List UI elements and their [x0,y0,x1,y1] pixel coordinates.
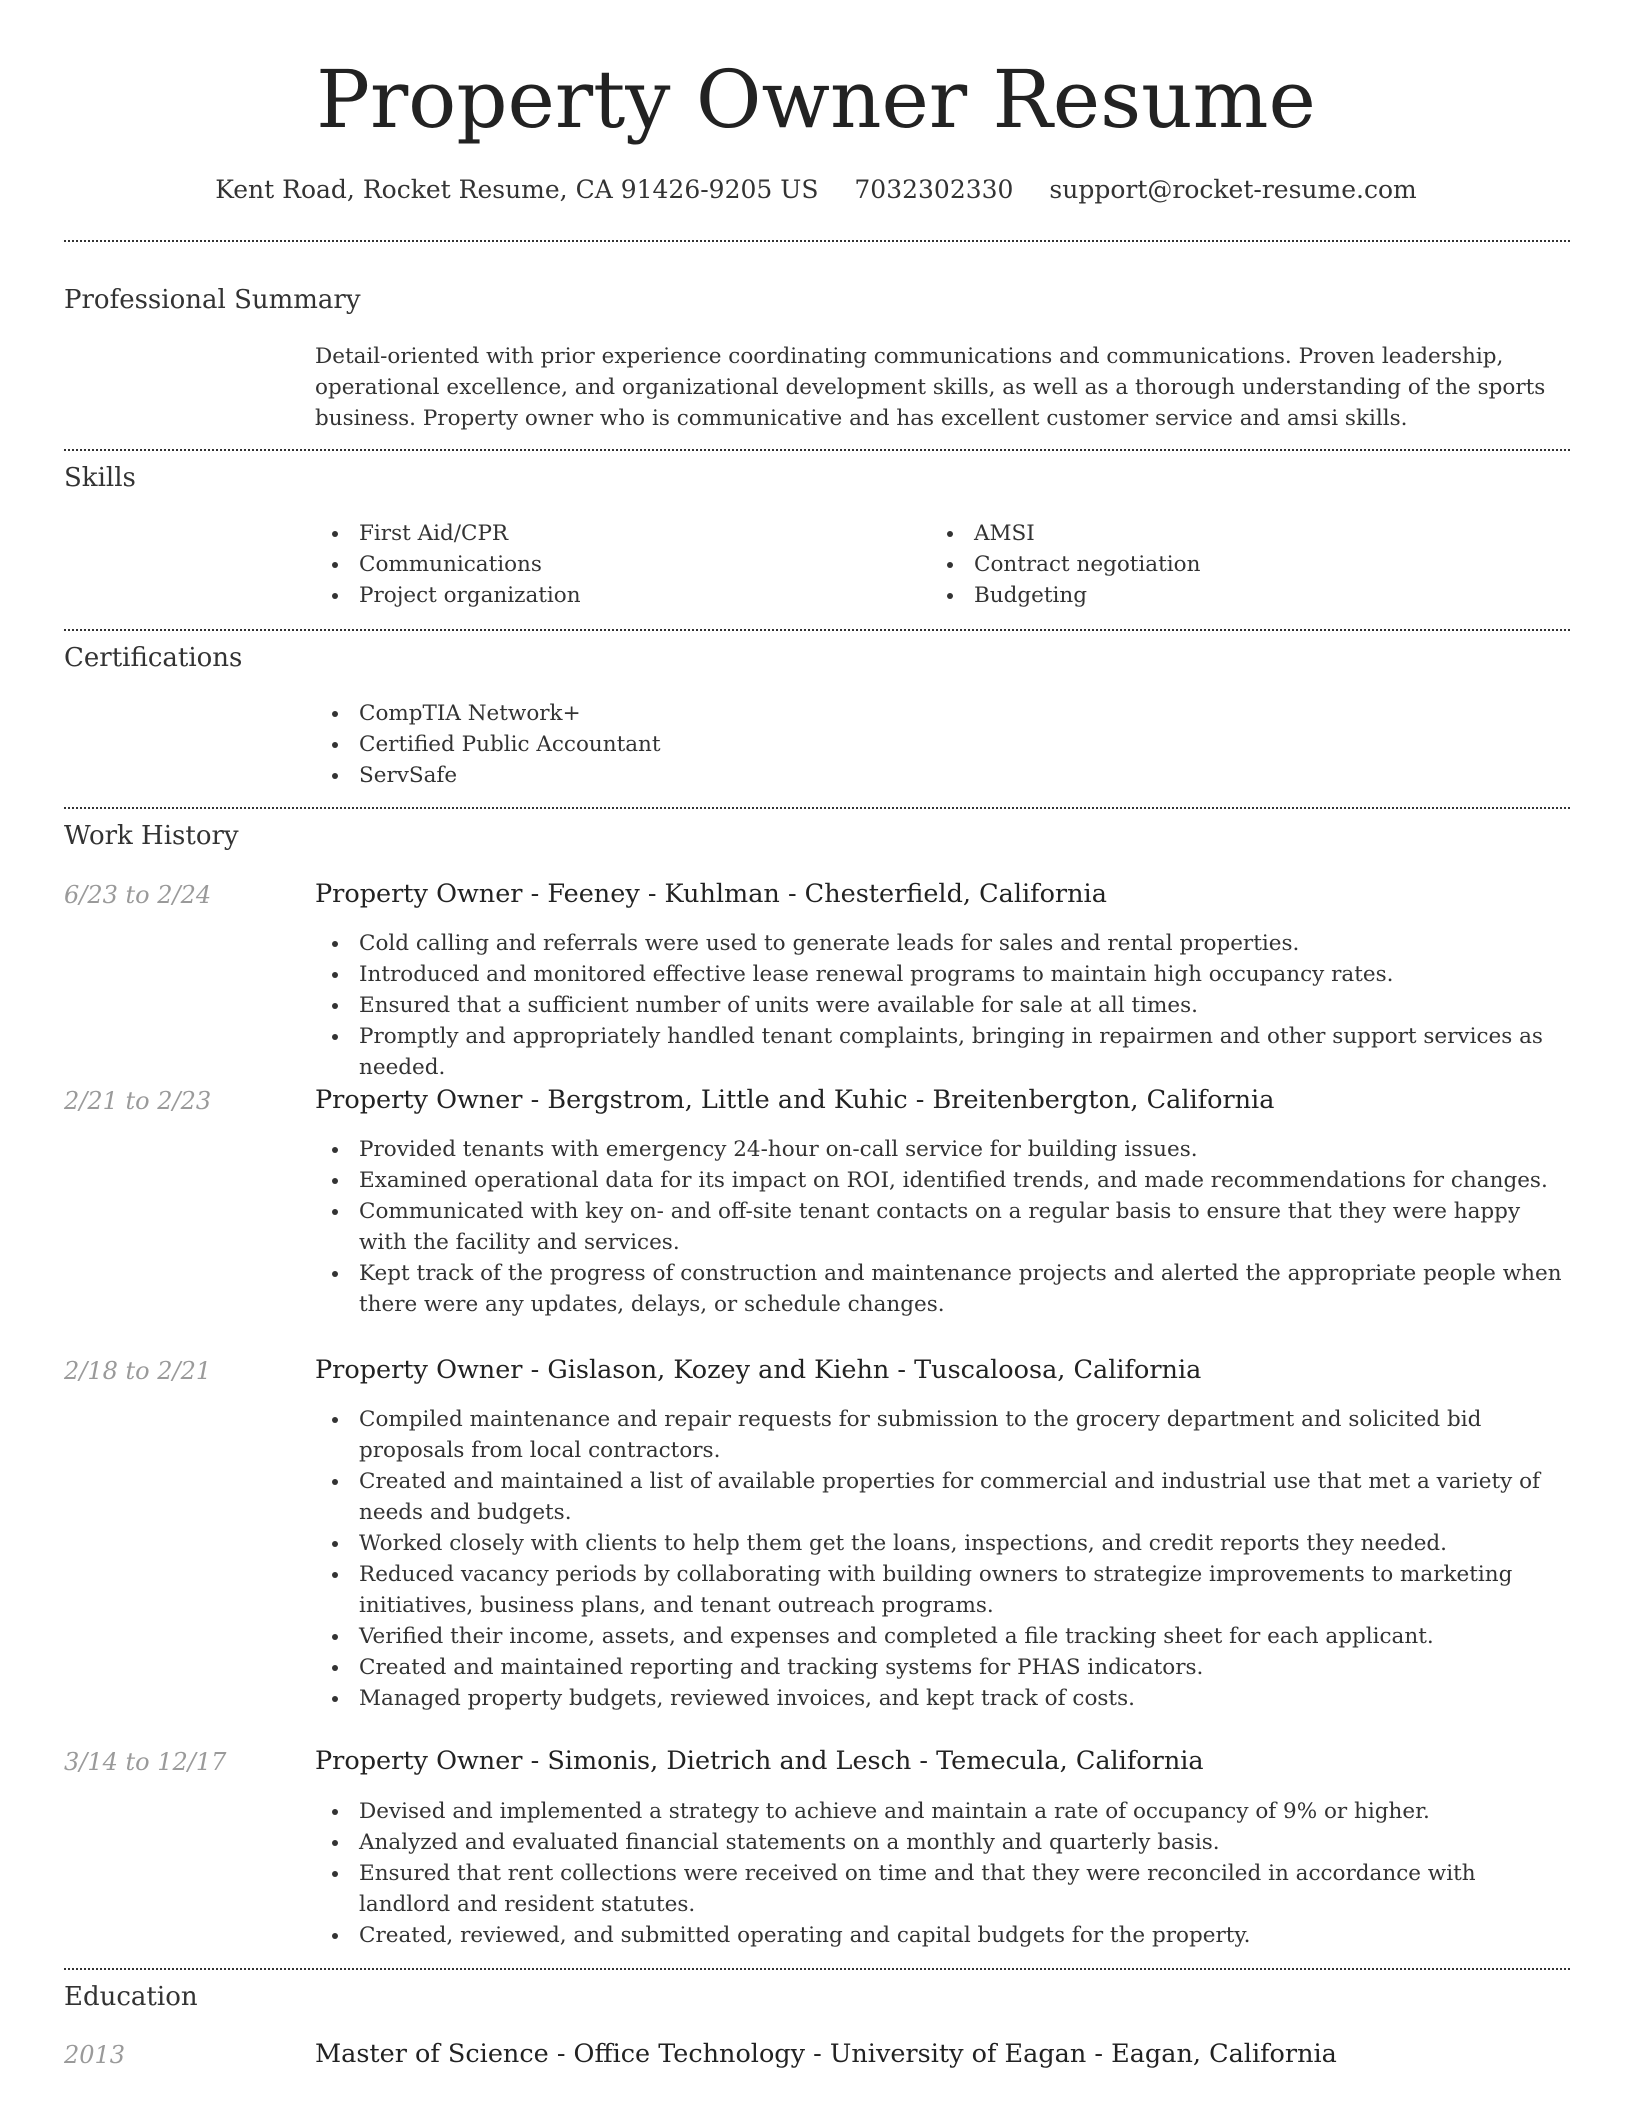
job-bullet: Compiled maintenance and repair requests for submission to the grocery department and solicited bid proposals from local contractors. [359,1404,1570,1466]
certification-item: Certified Public Accountant [359,729,1570,760]
job-title: Property Owner - Bergstrom, Little and Kuhic - Breitenbergton, California [315,1085,1275,1115]
job-dates: 3/14 to 12/17 [64,1748,227,1776]
job-bullets [315,1404,1570,1714]
job-bullet: Ensured that rent collections were received on time and that they were reconciled in accordance with landlord and resident statutes. [359,1858,1570,1920]
skill-item: Project organization [359,580,915,611]
contact-phone: 7032302330 [854,175,1014,204]
job-bullet: Cold calling and referrals were used to generate leads for sales and rental properties. [359,928,1570,959]
job-bullet: Examined operational data for its impact on ROI, identified trends, and made recommendations for changes. [359,1165,1570,1196]
job-title: Property Owner - Simonis, Dietrich and Lesch - Temecula, California [315,1746,1204,1776]
certification-item: ServSafe [359,760,1570,791]
contact-line [0,170,1632,210]
job-bullet: Devised and implemented a strategy to achieve and maintain a rate of occupancy of 9% or higher. [359,1796,1570,1827]
job-bullet: Worked closely with clients to help them get the loans, inspections, and credit reports they needed. [359,1528,1570,1559]
job-dates: 2/18 to 2/21 [64,1357,212,1385]
section-title-summary: Professional Summary [64,285,361,315]
resume-title: Property Owner Resume [316,53,1316,146]
section-divider [64,449,1570,451]
job-bullet: Created and maintained reporting and tracking systems for PHAS indicators. [359,1652,1570,1683]
job-title: Property Owner - Feeney - Kuhlman - Chesterfield, California [315,879,1107,909]
skill-item: First Aid/CPR [359,518,915,549]
contact-email[interactable]: support@rocket-resume.com [1049,175,1417,204]
job-bullet: Reduced vacancy periods by collaborating with building owners to strategize improvements to marketing initiatives, business plans, and tenant outreach programs. [359,1559,1570,1621]
job-dates: 6/23 to 2/24 [64,881,212,909]
contact-address: Kent Road, Rocket Resume, CA 91426-9205 US [215,175,819,204]
section-title-skills: Skills [64,463,136,493]
certification-item: CompTIA Network+ [359,698,1570,729]
certifications-list [315,698,1570,791]
section-title-work-history: Work History [64,821,239,851]
summary-text: Detail-oriented with prior experience coordinating communications and communications. Proven leadership, operational excellence, and organizational development skills, as well as a thorough understanding of the sports business. Property owner who is communicative and has excellent customer service and amsi skills. [315,344,1546,431]
job-bullet: Verified their income, assets, and expenses and completed a file tracking sheet for each applicant. [359,1621,1570,1652]
skill-item: Budgeting [974,580,1530,611]
job-title: Property Owner - Gislason, Kozey and Kiehn - Tuscaloosa, California [315,1355,1202,1385]
job-dates: 2/21 to 2/23 [64,1087,212,1115]
skills-left-column [315,518,915,611]
job-bullet: Provided tenants with emergency 24-hour on-call service for building issues. [359,1134,1570,1165]
job-bullet: Analyzed and evaluated financial statements on a monthly and quarterly basis. [359,1827,1570,1858]
section-divider [64,1968,1570,1970]
skill-item: AMSI [974,518,1530,549]
section-divider [64,807,1570,809]
job-bullet: Created and maintained a list of available properties for commercial and industrial use that met a variety of needs and budgets. [359,1466,1570,1528]
job-bullets [315,928,1570,1083]
education-degree: Master of Science - Office Technology - University of Eagan - Eagan, California [315,2039,1337,2069]
job-bullet: Introduced and monitored effective lease renewal programs to maintain high occupancy rates. [359,959,1570,990]
job-bullet: Ensured that a sufficient number of units were available for sale at all times. [359,990,1570,1021]
skills-right-column [930,518,1530,611]
section-divider [64,240,1570,242]
section-title-certifications: Certifications [64,643,243,673]
skill-item: Communications [359,549,915,580]
job-bullet: Managed property budgets, reviewed invoices, and kept track of costs. [359,1683,1570,1714]
section-divider [64,629,1570,631]
job-bullet: Communicated with key on- and off-site tenant contacts on a regular basis to ensure that they were happy with the facility and services. [359,1196,1570,1258]
job-bullet: Created, reviewed, and submitted operating and capital budgets for the property. [359,1920,1570,1951]
job-bullets [315,1134,1570,1320]
skill-item: Contract negotiation [974,549,1530,580]
section-title-education: Education [64,1982,198,2012]
job-bullet: Kept track of the progress of construction and maintenance projects and alerted the appropriate people when there were any updates, delays, or schedule changes. [359,1258,1570,1320]
education-year: 2013 [64,2041,126,2069]
summary-block [315,341,1570,434]
job-bullets [315,1796,1570,1951]
job-bullet: Promptly and appropriately handled tenant complaints, bringing in repairmen and other support services as needed. [359,1021,1570,1083]
